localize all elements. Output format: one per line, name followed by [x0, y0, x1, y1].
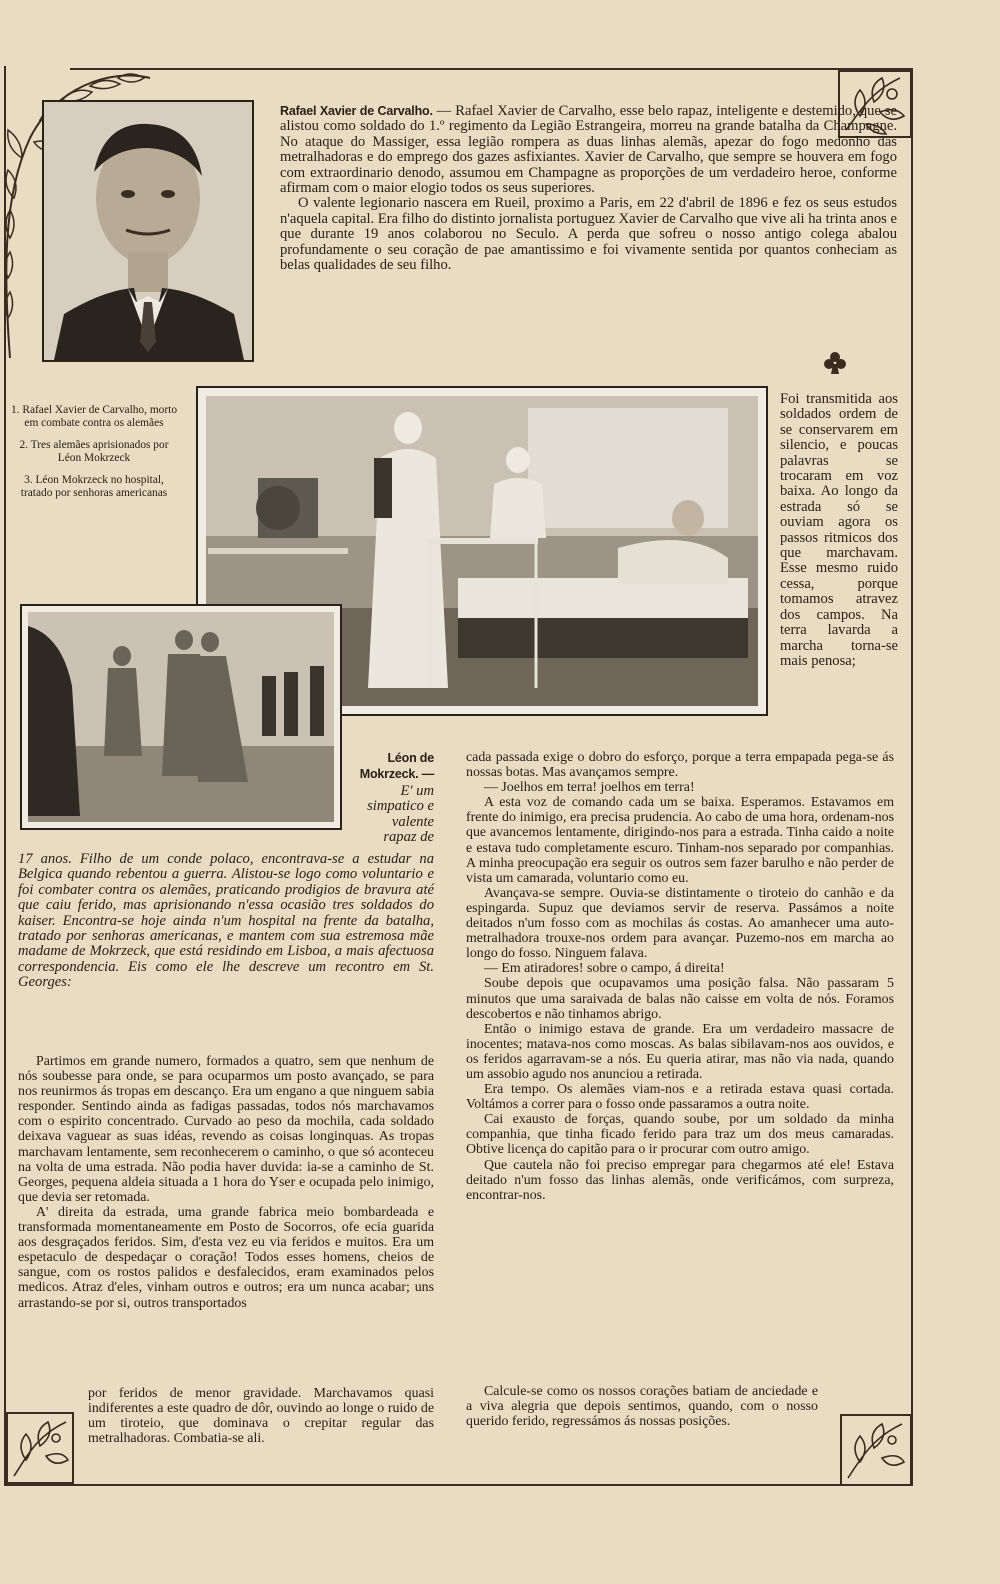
caption-1: 1. Rafael Xavier de Carvalho, morto em combate contra os alemães [10, 404, 178, 429]
frame-bottom-line [4, 1484, 913, 1486]
article2-left-para2: A' direita da estrada, uma grande fabrica meio bombardeada e transformada momentaneamente em Posto de Socorros, ofe ecia guarida aos desgraçados feridos. Sim, d'esta vez eu via feridos e muitos. Era um espetaculo de despedaçar o coração! Todos esses homens, cheios de sangue, com os rostos palidos e desfalecidos, eram examinados pelos medicos. Atraz d'eles, vinham outros e outros; era um nunca acabar; uns arrastando-se por si, outros transportados [18, 1204, 434, 1311]
article2-intro-start: E' um simpatico e valente rapaz de [367, 783, 434, 846]
prisoners-photo [20, 604, 342, 830]
article2-right-para6: Então o inimigo estava de grande. Era um verdadeiro massacre de inocentes; matava-nos como moscas. As balas sibilavam-nos aos ouvidos, e os feridos agarravam-se a nós. Eu queria atirar, mas não via nada, quando um assobio agudo nos anunciou a retirada. [466, 1021, 894, 1082]
club-ornament-icon [822, 350, 848, 376]
article2-intro-text: 17 anos. Filho de um conde polaco, encontrava-se a estudar na Belgica quando rebentou a guerra. Alistou-se logo como voluntario e foi combater contra os alemães, praticando prodigios de bravura até que caiu ferido, mas aprisionando n'essa ocasião tres soldados do kaiser. Encontra-se hoje ainda n'um hospital na frente da batalha, tratado por senhoras americanas, e mantem com sua estremosa mãe madame de Mokrzeck, que está residindo em Lisboa, a mais afectuosa correspondencia. Eis como ele lhe descreve um recontro em St. Georges: [18, 851, 434, 991]
article2-right-para10: Calcule-se como os nossos corações batiam de anciedade e a viva alegria que depois sentimos, quando, com o nosso querido ferido, regressámos ás nossas posições. [466, 1384, 818, 1430]
article2-left-para2b: por feridos de menor gravidade. Marchavamos quasi indiferentes a este quadro de dôr, ouvindo ao longe o ruido de um tiroteio, que dominava o crepitar regular das metralhadoras. Combatia-se ali. [88, 1386, 434, 1447]
caption-2: 2. Tres alemães aprisionados por Léon Mokrzeck [19, 439, 169, 464]
article2-intro [18, 852, 434, 991]
frame-right-line [911, 68, 913, 1486]
article2-right-para8: Cai exausto de forças, quando soube, por um soldado da minha companhia, que tinha ficado ferido para traz um dos meus camaradas. Obtive licença do capitão para o ir procurar com outro amigo. [466, 1112, 894, 1158]
article2-right-para5: Soube depois que ocupavamos uma posição falsa. Não passaram 5 minutos que uma saraivada de balas não caisse em volta de nós. Foramos descobertos e não tinhamos abrigo. [466, 976, 894, 1022]
article2-left-column [18, 1054, 434, 1311]
article1-heading: Rafael Xavier de Carvalho. [280, 104, 433, 118]
article2-head-block [356, 750, 434, 846]
article2-right-para0: cada passada exige o dobro do esforço, porque a terra empapada pega-se ás nossas botas. Mas avançamos sempre. [466, 750, 894, 781]
article2-right-para3: Avançava-se sempre. Ouvia-se distintamente o tiroteio do canhão e da espingarda. Supuz que deviamos servir de reserva. Passámos a noite deitados n'um fosso com as mochilas ás costas. Ao amanhecer uma auto-metralhadora trouxe-nos ordem para avançar. Puzemo-nos em marcha ao longo do fosso. Ninguem falava. [466, 885, 894, 962]
frame-top-line [70, 68, 912, 70]
corner-ornament-icon [6, 1412, 74, 1484]
caption-3: 3. Léon Mokrzeck no hospital, tratado por senhoras americanas [20, 474, 168, 499]
article1-body [280, 104, 897, 273]
article2-right-para2: A esta voz de comando cada um se baixa. Esperamos. Estavamos em frente do inimigo, era precisa prudencia. Ao cabo de uma hora, ordenam-nos que avancemos lentamente, dirigindo-nos para a estrada. Tinha caido a noite e estava tudo completamente escuro. Tinham-nos separado por companhias. A minha preocupação era seguir os outros sem fazer barulho e não perder de vista um camarada, voluntario como eu. [466, 795, 894, 886]
photo-captions [8, 404, 180, 509]
article1-para2: O valente legionario nascera em Rueil, proximo a Paris, em 22 d'abril de 1896 e fez os seus estudos n'aquela capital. Era filho do distinto jornalista portuguez Xavier de Carvalho que vive ali ha trinta anos e que durante 19 anos colaborou no Seculo. A perda que sofreu o nosso antigo colega abalou profundamente o seu coração de pae amantissimo e foi vivamente sentida por quantos conheciam as belas qualidades de seu filho. [280, 195, 897, 274]
article2-right-para1: — Joelhos em terra! joelhos em terra! [484, 780, 695, 796]
article1-para1: — Rafael Xavier de Carvalho, esse belo rapaz, inteligente e destemido, que se alistou como soldado do 1.º regimento da Legião Estrangeira, morreu na grande batalha da Champagne. No ataque do Massiger, essa legião rompera as duas linhas alemãs, apezar do fogo medonho das metralhadoras e do emprego dos gazes asfixiantes. Xavier de Carvalho, que sempre se houvera em fogo com extraordinario denodo, assumou em Champagne as proporções de um verdadeiro heroe, conforme afirmam com o maior elogio todos os seus superiores. [280, 103, 897, 197]
side-column-text: Foi transmitida aos soldados ordem de se conservarem em silencio, e poucas palavras se trocaram em voz baixa. Ao longo da estrada só se ouviam agora os passos ritmicos dos que marchavam. Esse mesmo ruido cessa, porque tomamos atravez dos campos. Na terra lavarda a marcha torna-se mais penosa; [780, 391, 898, 669]
side-column [780, 392, 898, 669]
portrait-photo [42, 100, 254, 362]
article2-left-para1: Partimos em grande numero, formados a quatro, sem que nenhum de nós soubesse para onde, se para ocuparmos um posto avançado, se para nos reunirmos ás tropas em descanço. Era um engano a que ninguem sabia responder. Sentindo ainda as fadigas passadas, todos nós marchavamos com o espirito concentrado. Curvado ao peso da mochila, cada soldado deixava vaguear as suas idéas, revendo as coisas longinquas. As tropas marchavam lentamente, sem reconhecerem o caminho, o que só aconteceu na volta de uma estrada. Não podia haver duvida: ia-se a caminho de St. Georges, pequena aldeia situada a 1 hora do Yser e ocupada pelo inimigo, que devia ser retomada. [18, 1054, 434, 1205]
article2-right-para4: — Em atiradores! sobre o campo, á direita! [484, 961, 725, 977]
corner-ornament-icon [840, 1414, 912, 1486]
article2-right-column [466, 750, 894, 1203]
article2-left-column-end [88, 1386, 434, 1446]
article2-right-column-end [466, 1384, 818, 1429]
article2-heading: Léon de Mokrzeck. — [359, 751, 434, 781]
article2-right-para9: Que cautela não foi preciso empregar para chegarmos até ele! Estava deitado n'um fosso das linhas alemãs, onde verificámos, com surpreza, encontrar-nos. [466, 1157, 894, 1203]
article2-right-para7: Era tempo. Os alemães viam-nos e a retirada estava quasi cortada. Voltámos a correr para o fosso onde passaramos a outra noite. [466, 1082, 894, 1113]
